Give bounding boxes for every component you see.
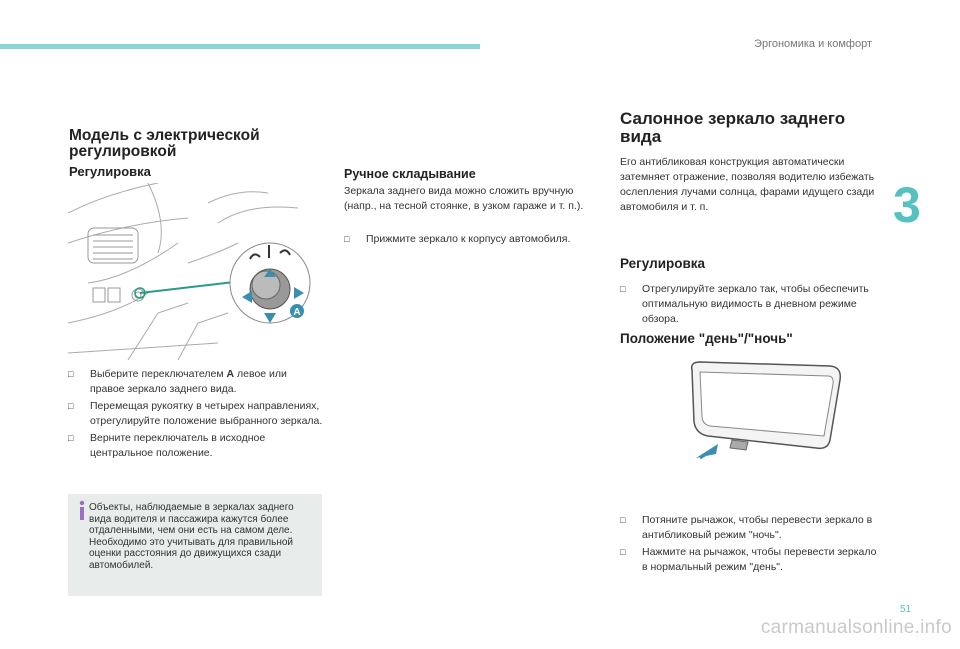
right-adjust-list xyxy=(620,282,878,329)
bullet-text: Прижмите зеркало к корпусу автомобиля. xyxy=(366,233,571,245)
left-subtitle: Регулировка xyxy=(69,164,151,179)
bullet-text: Потяните рычажок, чтобы перевести зеркало в антибликовый режим "ночь". xyxy=(642,514,873,541)
bullet-bold: A xyxy=(226,368,235,380)
left-instruction-list xyxy=(68,367,324,463)
bullet-marker: □ xyxy=(620,515,626,525)
list-item xyxy=(620,513,878,543)
bullet-marker: □ xyxy=(68,433,74,443)
list-item xyxy=(620,545,878,575)
bullet-text: Верните переключатель в исходное центральное положение. xyxy=(90,432,266,459)
bullet-text: Выберите переключателем xyxy=(90,368,227,380)
list-item xyxy=(68,367,324,397)
bullet-text: Перемещая рукоятку в четырех направлениях, отрегулируйте положение выбранного зеркала. xyxy=(90,400,323,427)
middle-instruction-list xyxy=(344,232,594,249)
list-item xyxy=(344,232,594,247)
list-item xyxy=(620,282,878,327)
info-box xyxy=(68,494,322,596)
left-title: Модель с электрической регулировкой xyxy=(69,127,260,161)
right-daynight-list xyxy=(620,513,878,577)
bullet-marker: □ xyxy=(68,369,74,379)
info-line: Объекты, наблюдаемые в зеркалах заднего вида водителя и пассажира кажутся более отдаленными, чем они есть на самом деле. xyxy=(89,502,294,536)
bullet-text: левое или правое зеркало заднего вида. xyxy=(90,368,287,395)
figure-label-a: A xyxy=(293,307,301,318)
bullet-text: Нажмите на рычажок, чтобы перевести зеркало в нормальный режим "день". xyxy=(642,546,877,573)
header-accent-bar xyxy=(0,44,480,49)
right-title: Салонное зеркало заднего вида xyxy=(620,109,846,146)
middle-title: Ручное складывание xyxy=(344,167,476,181)
info-line: Необходимо это учитывать для правильной оценки расстояния до движущихся сзади автомобилей. xyxy=(89,536,293,571)
bullet-marker: □ xyxy=(344,234,350,244)
right-adjust-title: Регулировка xyxy=(620,256,706,271)
middle-text: Зеркала заднего вида можно сложить вручную (напр., на тесной стоянке, в узком гараже и т. п.). xyxy=(344,185,584,212)
bullet-text: Отрегулируйте зеркало так, чтобы обеспечить оптимальную видимость в дневном режиме обзора. xyxy=(642,283,869,325)
info-text xyxy=(89,502,317,571)
chapter-number: 3 xyxy=(893,177,921,233)
mirror-switch-figure xyxy=(68,183,322,360)
rearview-mirror-illustration xyxy=(620,348,878,498)
door-panel-illustration xyxy=(68,183,322,360)
section-title: Эргономика и комфорт xyxy=(754,38,872,50)
bullet-marker: □ xyxy=(620,284,626,294)
bullet-marker: □ xyxy=(68,401,74,411)
page-number: 51 xyxy=(900,604,912,615)
rearview-mirror-figure xyxy=(620,348,878,498)
bullet-marker: □ xyxy=(620,547,626,557)
watermark: carmanualsonline.info xyxy=(760,617,952,638)
list-item xyxy=(68,431,324,461)
right-intro: Его антибликовая конструкция автоматически затемняет отражение, позволяя водителю избежать ослепления лучами солнца, фарами идущего сзади автомобиля и т. п. xyxy=(620,156,875,213)
right-daynight-title: Положение "день"/"ночь" xyxy=(620,331,793,346)
list-item xyxy=(68,399,324,429)
